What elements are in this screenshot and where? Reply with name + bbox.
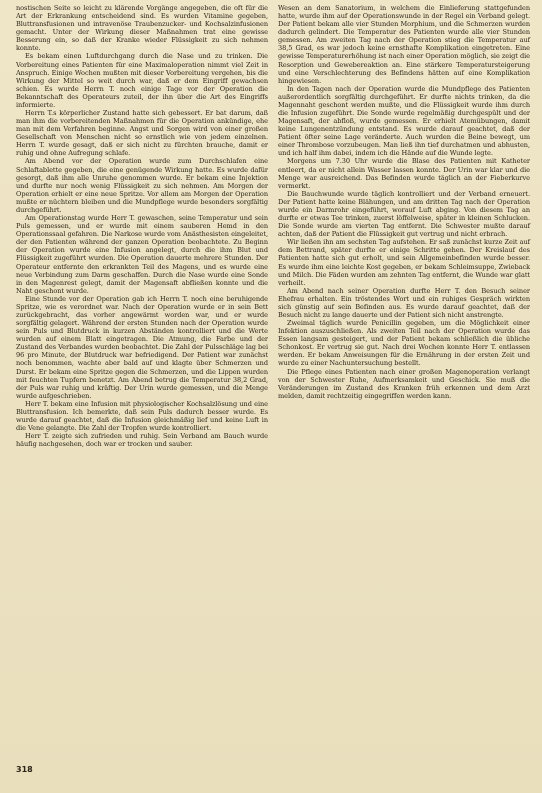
paragraph: Die Bauchwunde wurde täglich kontrolliert und der Verband erneuert. Der Patient hatte keine Blähungen, und am dritten Tag nach der Operation wurde ein Darmrohr eingeführt, worauf Luft abging. Von diesem Tag an durfte er etwas Tee trinken, zuerst löffelweise, später in kleinen Schlucken. Die Sonde wurde am vierten Tag entfernt. Die Schwester mußte darauf achten, daß der Patient die Flüssigkeit gut vertrug und nicht erbrach.	[278, 189, 530, 239]
paragraph: Es bekam einen Luftdurchgang durch die Nase und zu trinken. Die Vorbereitung eines Patienten für eine Maximaloperation nimmt viel Zeit in Anspruch. Einige Wochen mußten mit dieser Vorbereitung vergehen, bis die Wirkung der Mittel so weit durch war, daß er dem Eingriff gewachsen schien. Es wurde Herrn T. noch einige Tage vor der Operation die Bekanntschaft des Operateurs zuteil, der ihn über die Art des Eingriffs informierte.	[16, 52, 268, 109]
paragraph: Am Abend vor der Operation wurde zum Durchschlafen eine Schlaftablette gegeben, die eine genügende Wirkung hatte. Es wurde dafür gesorgt, daß ihm alle Unruhe genommen wurde. Er bekam eine Injektion und durfte nur noch wenig Flüssigkeit zu sich nehmen. Am Morgen der Operation erhielt er eine neue Spritze. Vor allem am Morgen der Operation mußte er nüchtern bleiben und die Mundpflege wurde besonders sorgfältig durchgeführt.	[16, 157, 268, 214]
paragraph: Herrn T.s körperlicher Zustand hatte sich gebessert. Er bat darum, daß man ihm die vorbereitenden Maßnahmen für die Operation ankündige, ehe man mit dem Verfahren beginne. Angst und Sorgen wird von einer großen Gesellschaft von Menschen nicht so ernstlich wie von jedem einzelnen. Herrn T. wurde gesagt, daß er sich nicht zu fürchten brauche, damit er ruhig und ohne Aufregung schlafe.	[16, 109, 268, 158]
paragraph: Am Operationstag wurde Herr T. gewaschen, seine Temperatur und sein Puls gemessen, und er wurde mit einem sauberen Hemd in den Operationssaal gefahren. Die Narkose wurde vom Anästhesisten eingeleitet, der den Patienten während der ganzen Operation beobachtete. Zu Beginn der Operation wurde eine Infusion angelegt, durch die ihm Blut und Flüssigkeit zugeführt wurden. Die Operation dauerte mehrere Stunden. Der Operateur entfernte den erkrankten Teil des Magens, und es wurde eine neue Verbindung zum Darm geschaffen. Durch die Nase wurde eine Sonde in den Magenrest gelegt, damit der Magensaft abfließen konnte und die Naht geschont wurde.	[16, 214, 268, 295]
paragraph: Herr T. zeigte sich zufrieden und ruhig. Sein Verband am Bauch wurde häufig nachgesehen, doch war er trocken und sauber.	[16, 432, 268, 449]
paragraph: Wir ließen ihn am sechsten Tag aufstehen. Er saß zunächst kurze Zeit auf dem Bettrand, später durfte er einige Schritte gehen. Der Kreislauf des Patienten hatte sich gut erholt, und sein Allgemeinbefinden wurde besser. Es wurde ihm eine leichte Kost gegeben, er bekam Schleimsuppe, Zwieback und Milch. Die Fäden wurden am zehnten Tag entfernt, die Wunde war glatt verheilt.	[278, 238, 530, 287]
right-column	[278, 4, 530, 400]
paragraph: Eine Stunde vor der Operation gab ich Herrn T. noch eine beruhigende Spritze, wie es verordnet war. Nach der Operation wurde er in sein Bett zurückgebracht, das vorher angewärmt worden war, und er wurde sorgfältig gelagert. Während der ersten Stunden nach der Operation wurde sein Puls und Blutdruck in kurzen Abständen kontrolliert und die Werte wurden auf einem Blatt eingetragen. Die Atmung, die Farbe und der Zustand des Verbandes wurden beobachtet. Die Zahl der Pulsschläge lag bei 96 pro Minute, der Blutdruck war befriedigend. Der Patient war zunächst noch benommen, wachte aber bald auf und klagte über Schmerzen und Durst. Er bekam eine Spritze gegen die Schmerzen, und die Lippen wurden mit feuchten Tupfern benetzt. Am Abend betrug die Temperatur 38,2 Grad, der Puls war ruhig und kräftig. Der Urin wurde gemessen, und die Menge wurde aufgeschrieben.	[16, 294, 268, 400]
paragraph: Morgens um 7.30 Uhr wurde die Blase des Patienten mit Katheter entleert, da er nicht allein Wasser lassen konnte. Der Urin war klar und die Menge war ausreichend. Das Befinden wurde täglich an der Fieberkurve vermerkt.	[278, 157, 530, 190]
paragraph: Wesen an dem Sanatorium, in welchem die Einlieferung stattgefunden hatte, wurde ihm auf der Operationswunde in der Regel ein Verband gelegt. Der Patient bekam alle vier Stunden Morphium, und die Schmerzen wurden dadurch gelindert. Die Temperatur des Patienten wurde alle vier Stunden gemessen. Am zweiten Tag nach der Operation stieg die Temperatur auf 38,5 Grad, es war jedoch keine ernsthafte Komplikation eingetreten. Eine gewisse Temperaturerhöhung ist nach einer Operation möglich, sie zeigt die Resorption und Gewebereaktion an. Eine stärkere Temperatursteigerung und eine Verschlechterung des Befindens hätten auf eine Komplikation hingewiesen.	[278, 4, 530, 85]
paragraph: Zweimal täglich wurde Penicillin gegeben, um die Möglichkeit einer Infektion auszuschließen. Als zweiten Teil nach der Operation wurde das Essen langsam gesteigert, und der Patient bekam schließlich die übliche Schonkost. Er vertrug sie gut. Nach drei Wochen konnte Herr T. entlassen werden. Er bekam Anweisungen für die Ernährung in der ersten Zeit und wurde zu einer Nachuntersuchung bestellt.	[278, 319, 530, 368]
paragraph: Die Pflege eines Patienten nach einer großen Magenoperation verlangt von der Schwester Ruhe, Aufmerksamkeit und Geschick. Sie muß die Veränderungen im Zustand des Kranken früh erkennen und dem Arzt melden, damit rechtzeitig eingegriffen werden kann.	[278, 367, 530, 400]
paragraph: In den Tagen nach der Operation wurde die Mundpflege des Patienten außerordentlich sorgfältig durchgeführt. Er durfte nichts trinken, da die Magennaht geschont werden mußte, und die Flüssigkeit wurde ihm durch die Infusion zugeführt. Die Sonde wurde regelmäßig durchgespült und der Magensaft, der abfloß, wurde gemessen. Er erhielt Atemübungen, damit keine Lungenentzündung entstand. Es wurde darauf geachtet, daß der Patient öfter seine Lage veränderte. Auch wurden die Beine bewegt, um einer Thrombose vorzubeugen. Man ließ ihn tief durchatmen und abhusten, und ich half ihm dabei, indem ich die Hände auf die Wunde legte.	[278, 84, 530, 158]
left-column	[16, 4, 268, 448]
page-number: 318	[16, 765, 33, 774]
paragraph: Herr T. bekam eine Infusion mit physiologischer Kochsalzlösung und eine Bluttransfusion. Ich bemerkte, daß sein Puls dadurch besser wurde. Es wurde darauf geachtet, daß die Infusion gleichmäßig lief und keine Luft in die Vene gelangte. Die Zahl der Tropfen wurde kontrolliert.	[16, 399, 268, 433]
paragraph: Am Abend nach seiner Operation durfte Herr T. den Besuch seiner Ehefrau erhalten. Ein tröstendes Wort und ein ruhiges Gespräch wirkten sich günstig auf sein Befinden aus. Es wurde darauf geachtet, daß der Besuch nicht zu lange dauerte und der Patient sich nicht anstrengte.	[278, 286, 530, 319]
paragraph: nostischen Seite so leicht zu klärende Vorgänge angegeben, die oft für die Art der Erkrankung entscheidend sind. Es wurden Vitamine gegeben, Bluttransfusionen und intravenöse Traubenzucker- und Kochsalzinfusionen gemacht. Unter der Wirkung dieser Maßnahmen trat eine gewisse Besserung ein, so daß der Kranke wieder Flüssigkeit zu sich nehmen konnte.	[16, 4, 268, 53]
